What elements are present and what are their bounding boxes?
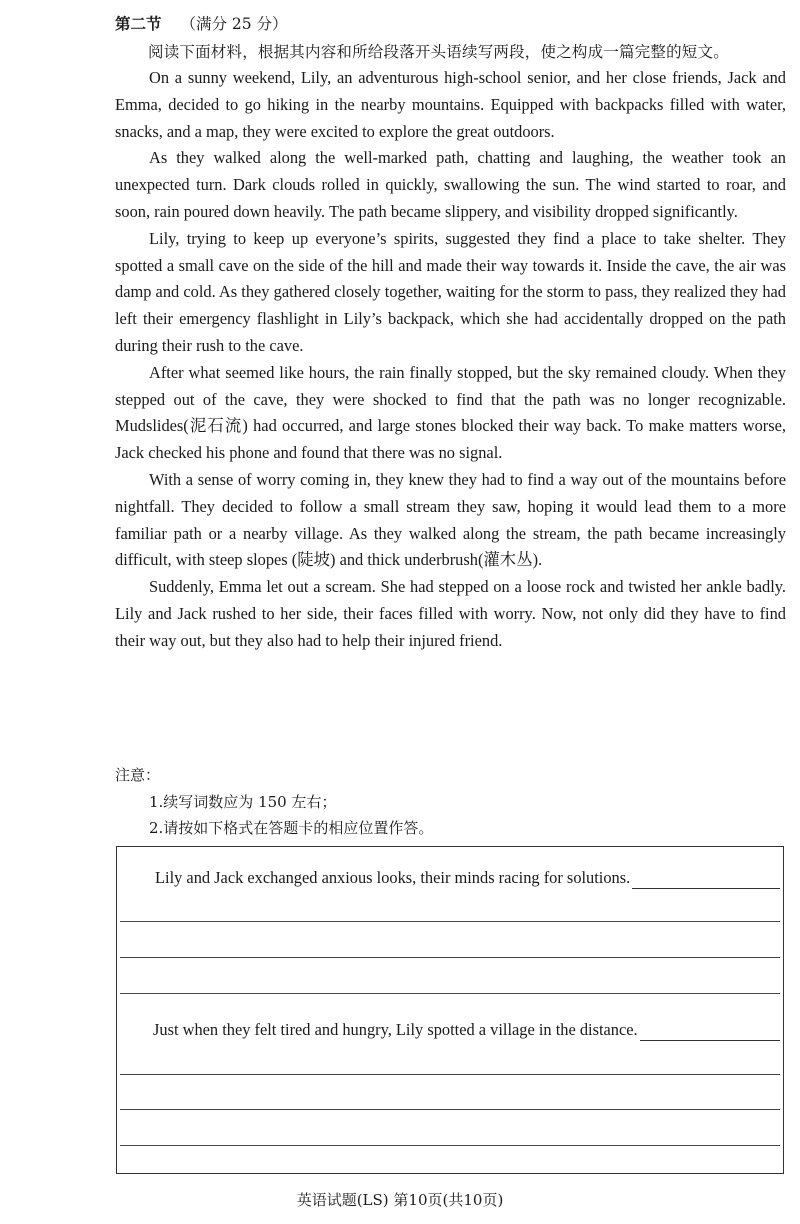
paragraph-2-opening	[153, 1019, 780, 1041]
passage-paragraph: As they walked along the well-marked path, chatting and laughing, the weather took an unexpected turn. Dark clouds rolled in quickly, swallowing the sun. The wind started to roar, and soon, rain poured down heavily. The path became slippery, and visibility dropped significantly.	[115, 148, 786, 221]
writing-line[interactable]	[120, 1109, 780, 1110]
answer-box	[116, 846, 784, 1174]
writing-line[interactable]	[120, 1145, 780, 1146]
section-title: 第二节	[115, 14, 162, 33]
answer-blank[interactable]	[632, 872, 780, 889]
section-header	[115, 13, 288, 35]
writing-line[interactable]	[120, 921, 780, 922]
reading-passage	[115, 65, 786, 655]
writing-line[interactable]	[120, 957, 780, 958]
section-score: （满分 25 分）	[180, 15, 288, 33]
note-item: 2.请按如下格式在答题卡的相应位置作答。	[149, 819, 434, 837]
writing-line[interactable]	[120, 993, 780, 994]
passage-paragraph: With a sense of worry coming in, they knew they had to find a way out of the mountains before nightfall. They decided to follow a small stream they saw, hoping it would lead them to a more familiar path or a nearby village. As they walked along the stream, the path became increasingly difficult, with steep slopes (陡坡) and thick underbrush(灌木丛).	[115, 469, 786, 570]
opening-sentence-2: Just when they felt tired and hungry, Lily spotted a village in the distance.	[153, 1020, 638, 1039]
passage-paragraph: Lily, trying to keep up everyone’s spirits, suggested they find a place to take shelter. They spotted a small cave on the side of the hill and made their way towards it. Inside the cave, the air was damp and cold. As they gathered closely together, waiting for the storm to pass, they realized they had left their emergency flashlight in Lily’s backpack, which she had accidentally dropped on the path during their rush to the cave.	[115, 228, 786, 355]
notes-section	[115, 762, 433, 842]
writing-line[interactable]	[120, 1074, 780, 1075]
opening-sentence-1: Lily and Jack exchanged anxious looks, their minds racing for solutions.	[155, 868, 631, 887]
passage-paragraph: Suddenly, Emma let out a scream. She had stepped on a loose rock and twisted her ankle badly. Lily and Jack rushed to her side, their faces filled with worry. Now, not only did they have to find their way out, but they also had to help their injured friend.	[115, 577, 786, 650]
page-footer: 英语试题(LS) 第10页(共10页)	[296, 1191, 504, 1209]
passage-paragraph: After what seemed like hours, the rain finally stopped, but the sky remained cloudy. When they stepped out of the cave, they were shocked to find that the path was no longer recognizable. Mudslides(泥石流) had occurred, and large stones blocked their way back. To make matters worse, Jack checked his phone and found that there was no signal.	[115, 362, 786, 463]
passage-paragraph: On a sunny weekend, Lily, an adventurous high-school senior, and her close friends, Jack and Emma, decided to go hiking in the nearby mountains. Equipped with backpacks filled with water, snacks, and a map, they were excited to explore the great outdoors.	[115, 68, 786, 141]
answer-blank[interactable]	[640, 1024, 780, 1041]
note-item: 1.续写词数应为 150 左右；	[149, 792, 337, 811]
paragraph-1-opening	[155, 867, 780, 889]
instruction-text: 阅读下面材料，根据其内容和所给段落开头语续写两段，使之构成一篇完整的短文。	[148, 43, 729, 61]
notes-label: 注意：	[115, 766, 161, 784]
